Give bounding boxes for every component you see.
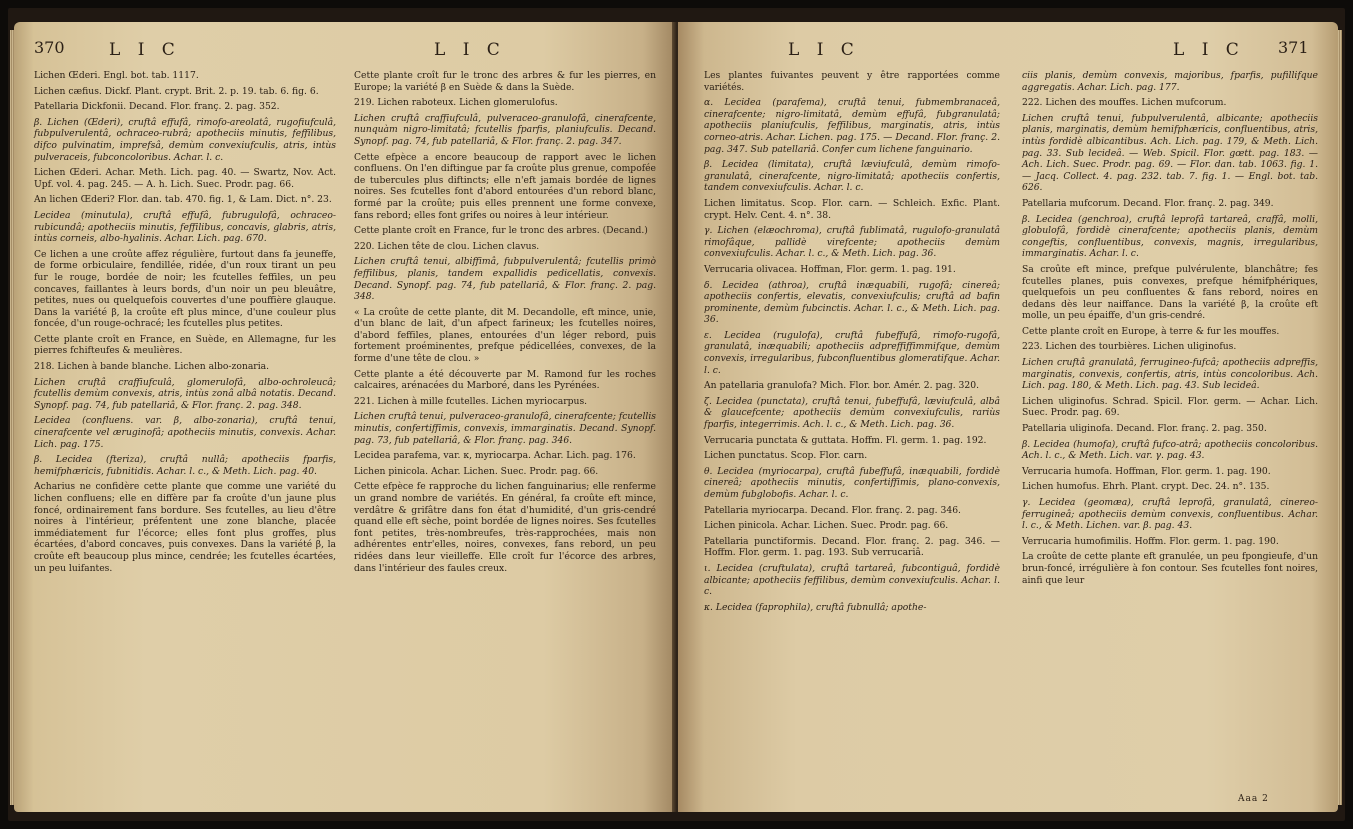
right-page-number: 371: [1278, 38, 1309, 57]
text-paragraph: Patellaria punctiformis. Decand. Flor. franç. 2. pag. 346. — Hoffm. Flor. germ. 1. pag. 193. Sub verrucariâ.: [704, 535, 1000, 559]
text-paragraph: Acharius ne confidère cette plante que comme une variété du lichen confluens; elle en diffère par fa croûte d'un jaune plus foncé, ordinairement fans bordure. Ses fcutelles, au lieu d'être noires à l'intérieur, préfentent une zone blanche, placée immédiatement fur l'écorce; elles font plus groffes, plus écartées, d'abord concaves, puis convexes. Dans la variété β, la croûte eft beaucoup plus mince, cendrée; les fcutelles écartées, un peu luifantes.: [34, 481, 336, 574]
text-paragraph: Lichen cruftâ tenui, pulveraceo-granulofâ, cinerafcente; fcutellis minutis, confertiffimis, convexis, immarginatis. Decand. Synopf. pag. 73, fub patellariâ, & Flor. franç. pag. 346.: [354, 411, 656, 446]
text-paragraph: Lichen punctatus. Scop. Flor. carn.: [704, 450, 868, 462]
text-paragraph: ciis planis, demùm convexis, majoribus, fparfis, pufillifque aggregatis. Achar. Lich. pag. 177.: [1022, 70, 1318, 93]
right-page-running-head: L I C: [788, 40, 860, 60]
text-paragraph: Lichen cruftâ craffiufculâ, glomerulofâ, albo-ochroleucâ; fcutellis demùm convexis, atris, intùs zonâ albâ notatis. Decand. Synopf. pag. 74, fub patellariâ, & Flor. franç. 2. pag. 348.: [34, 376, 336, 411]
text-paragraph: Ce lichen a une croûte affez régulière, furtout dans fa jeuneffe, de forme orbiculaire, fendillée, ridée, d'un roux tirant un peu fur le rouge, bordée de noir; les fcutelles feffiles, un peu concaves, faillantes à leurs bords, d'un noir un peu bleuâtre, petites, nues ou quelquefois couvertes d'une pouffière glauque. Dans la variété β, la croûte eft plus mince, d'une couleur plus foncée, d'un rouge-ochracé; les fcutelles plus petites.: [34, 248, 336, 330]
text-paragraph: Lichen uliginofus. Schrad. Spicil. Flor. germ. — Achar. Lich. Suec. Prodr. pag. 69.: [1022, 395, 1318, 419]
text-paragraph: Lichen pinicola. Achar. Lichen. Suec. Prodr. pag. 66.: [354, 465, 599, 477]
text-paragraph: β. Lichen (Œderi), cruftâ effufâ, rimofo-areolatâ, rugofiufculâ, fubpulverulentâ, ochraceo-rubrâ; apotheciis minutis, feffilibus, difco pulvinatim, imprefsâ, demùm convexiufculis, atris, intùs pulveraceis, fubconcoloribus. Achar. l. c.: [34, 116, 336, 163]
right-page-running-head-col2: L I C: [1173, 40, 1245, 60]
text-paragraph: Cette efpèce fe rapproche du lichen fanguinarius; elle renferme un grand nombre de variétés. En général, fa croûte eft mince, verdâtre & grifâtre dans fon état d'humidité, d'un gris-cendré quand elle eft sèche, point bordée de lignes noires. Ses fcutelles font petites, très-nombreufes, très-rapprochées, mais non adhérentes entr'elles, noires, convexes, fans rebord, un peu ridées dans leur vieilleffe. Elle croît fur l'écorce des arbres, dans l'intérieur des faules creux.: [354, 481, 656, 574]
text-paragraph: ε. Lecidea (rugulofa), cruftâ fubeffufâ, rimofo-rugofâ, granulatâ, inæquabili; apotheciis adpreffiffimmifque, demùm convexis, irregularibus, fubconfluentibus glomeratifque. Achar. l. c.: [704, 329, 1000, 376]
text-paragraph: Verrucaria punctata & guttata. Hoffm. Fl. germ. 1. pag. 192.: [704, 434, 987, 446]
text-paragraph: Lichen Œderi. Achar. Meth. Lich. pag. 40. — Swartz, Nov. Act. Upf. vol. 4. pag. 245. — A. h. Lich. Suec. Prodr. pag. 66.: [34, 167, 336, 190]
text-paragraph: β. Lecidea (fteriza), cruftâ nullâ; apotheciis fparfis, hemifphæricis, fubnitidis. Achar. l. c., & Meth. Lich. pag. 40.: [34, 454, 336, 477]
text-paragraph: La croûte de cette plante eft granulée, un peu fpongieufe, d'un brun-foncé, irrégulière à fon contour. Ses fcutelles font noires, ainfi que leur: [1022, 551, 1318, 586]
text-paragraph: Cette plante croît en Europe, à terre & fur les mouffes.: [1022, 325, 1280, 337]
text-paragraph: γ. Lichen (elæochroma), cruftâ fublimatâ, rugulofo-granulatâ rimofâque, pallidè virefcente; apotheciis demùm convexiufculis. Achar. l. c., & Meth. Lich. pag. 36.: [704, 225, 1000, 260]
text-paragraph: An patellaria granulofa? Mich. Flor. bor. Amér. 2. pag. 320.: [704, 380, 980, 392]
text-paragraph: Les plantes fuivantes peuvent y être rapportées comme variétés.: [704, 70, 1000, 93]
text-paragraph: Cette plante a été découverte par M. Ramond fur les roches calcaires, arénacées du Marboré, dans les Pyrénées.: [354, 368, 656, 392]
left-page-column-2: [354, 70, 656, 578]
text-paragraph: β. Lecidea (humofa), cruftâ fufco-atrâ; apotheciis concoloribus. Ach. l. c., & Meth. Lich. var. γ. pag. 43.: [1022, 438, 1318, 462]
text-paragraph: « La croûte de cette plante, dit M. Decandolle, eft mince, unie, d'un blanc de lait, d'un afpect farineux; les fcutelles noires, d'abord feffiles, planes, entourées d'un léger rebord, puis fortement proéminentes, prefque pédicellées, convexes, de la forme d'une tête de clou. »: [354, 306, 656, 365]
text-paragraph: Lecidea (minutula), cruftâ effufâ, fubrugulofâ, ochraceo-rubicundâ; apotheciis minutis, feffilibus, concavis, glabris, atris, intùs corneis, albo-hyalinis. Achar. Lich. pag. 670.: [34, 209, 336, 245]
text-paragraph: α. Lecidea (parafema), cruftâ tenui, fubmembranaceâ, cinerafcente; nigro-limitatâ, demùm effufâ, fubgranulatâ; apotheciis planiufculis, feffilibus, marginatis, atris, intùs corneo-atris. Achar. Lichen. pag. 175. — Decand. Flor. franç. 2. pag. 347. Sub patellariâ. Confer cum lichene fanguinario.: [704, 97, 1000, 155]
signature-mark: Aaa 2: [1238, 794, 1269, 804]
text-paragraph: Lichen cæfius. Dickf. Plant. crypt. Brit. 2. p. 19. tab. 6. fig. 6.: [34, 85, 319, 97]
text-paragraph: κ. Lecidea (faprophila), cruftâ fubnullâ; apothe-: [704, 601, 927, 613]
text-paragraph: Lichen pinicola. Achar. Lichen. Suec. Prodr. pag. 66.: [704, 520, 949, 532]
text-paragraph: ζ. Lecidea (punctata), cruftâ tenui, fubeffufâ, læviufculâ, albâ & glaucefcente; apotheciis demùm convexiufculis, rariùs fparfis, integerrimis. Ach. l. c., & Meth. Lich. pag. 36.: [704, 395, 1000, 431]
text-paragraph: Patellaria myriocarpa. Decand. Flor. franç. 2. pag. 346.: [704, 504, 961, 516]
text-paragraph: θ. Lecidea (myriocarpa), cruftâ fubeffufâ, inæquabili, fordidè cinereâ; apotheciis minutis, confertiffimis, plano-convexis, demùm fubglobofis. Achar. l. c.: [704, 465, 1000, 500]
text-paragraph: Lichen humofus. Ehrh. Plant. crypt. Dec. 24. n°. 135.: [1022, 481, 1270, 493]
text-paragraph: Cette plante croît en France, fur le tronc des arbres. (Decand.): [354, 225, 648, 237]
left-page-number: 370: [34, 38, 65, 57]
left-page-running-head-col2: L I C: [434, 40, 506, 60]
text-paragraph: Lichen limitatus. Scop. Flor. carn. — Schleich. Exfic. Plant. crypt. Helv. Cent. 4. n°. 38.: [704, 197, 1000, 221]
entry-heading: 222. Lichen des mouffes. Lichen mufcorum.: [1022, 97, 1227, 109]
text-paragraph: Lichen cruftâ craffiufculâ, pulveraceo-granulofâ, cinerafcente, nunquàm nigro-limitatâ; fcutellis fparfis, planiufculis. Decand. Synopf. pag. 74, fub patellariâ, & Flor. franç. 2. pag. 347.: [354, 112, 656, 147]
entry-heading: 221. Lichen à mille fcutelles. Lichen myriocarpus.: [354, 395, 588, 407]
entry-heading: 218. Lichen à bande blanche. Lichen albo-zonaria.: [34, 361, 270, 373]
text-paragraph: Lichen Œderi. Engl. bot. tab. 1117.: [34, 70, 199, 81]
text-paragraph: Patellaria uliginofa. Decand. Flor. franç. 2. pag. 350.: [1022, 423, 1267, 435]
text-paragraph: Cette plante croît fur le tronc des arbres & fur les pierres, en Europe; la variété β en Suède & dans la Suède.: [354, 70, 656, 93]
right-page-column-2: [1022, 70, 1318, 590]
text-paragraph: Patellaria mufcorum. Decand. Flor. franç. 2. pag. 349.: [1022, 197, 1274, 209]
text-paragraph: Verrucaria olivacea. Hoffman, Flor. germ. 1. pag. 191.: [704, 263, 956, 275]
text-paragraph: Lichen cruftâ tenui, fubpulverulentâ, albicante; apotheciis planis, marginatis, demùm hemifphæricis, confluentibus, atris, intùs fordidè albicantibus. Ach. Lich. pag. 179, & Meth. Lich. pag. 33. Sub lecideâ. — Web. Spicil. Flor. gœtt. pag. 183. — Ach. Lich. Suec. Prodr. pag. 69. — Flor. dan. tab. 1063. fig. 1. — Jacq. Collect. 4. pag. 232. tab. 7. fig. 1. — Engl. bot. tab. 626.: [1022, 112, 1318, 194]
text-paragraph: Cette efpèce a encore beaucoup de rapport avec le lichen confluens. On l'en diftingue par fa croûte plus grenue, compofée de tubercules plus diftincts; elle n'eft jamais bordée de lignes noires. Ses fcutelles font d'abord entourées d'un rebord blanc, formé par la croûte; puis elles prennent une forme convexe, fans rebord; elles font grifes ou noires à leur intérieur.: [354, 151, 656, 221]
text-paragraph: ι. Lecidea (cruftulata), cruftâ tartareâ, fubcontiguâ, fordidè albicante; apotheciis feffilibus, demùm convexiufculis. Achar. l. c.: [704, 562, 1000, 598]
text-paragraph: Verrucaria humofimilis. Hoffm. Flor. germ. 1. pag. 190.: [1022, 535, 1279, 547]
text-paragraph: Lecidea (confluens. var. β, albo-zonaria), cruftâ tenui, cinerafcente vel æruginofâ; apotheciis minutis, convexis. Achar. Lich. pag. 175.: [34, 415, 336, 450]
text-paragraph: Patellaria Dickfonii. Decand. Flor. franç. 2. pag. 352.: [34, 101, 280, 113]
text-paragraph: Sa croûte eft mince, prefque pulvérulente, blanchâtre; fes fcutelles planes, puis convexes, prefque hémifphériques, quelquefois un peu confluentes & fans rebord, noires en dedans dès leur naiffance. Dans la variété β, la croûte eft molle, un peu épaiffe, d'un gris-cendré.: [1022, 263, 1318, 322]
text-paragraph: An lichen Œderi? Flor. dan. tab. 470. fig. 1, & Lam. Dict. n°. 23.: [34, 194, 332, 206]
right-page-column-1: [704, 70, 1000, 617]
text-paragraph: Lichen cruftâ granulatâ, ferrugineo-fufcâ; apotheciis adpreffis, marginatis, convexis, confertis, atris, intùs concoloribus. Ach. Lich. pag. 180, & Meth. Lich. pag. 43. Sub lecideâ.: [1022, 357, 1318, 392]
text-paragraph: Lecidea parafema, var. κ, myriocarpa. Achar. Lich. pag. 176.: [354, 450, 636, 462]
text-paragraph: δ. Lecidea (athroa), cruftâ inæquabili, rugofâ; cinereâ; apotheciis confertis, elevatis, convexiufculis; cruftâ ad bafin prominente, demùm fubcinctis. Achar. l. c., & Meth. Lich. pag. 36.: [704, 279, 1000, 326]
left-page-column-1: [34, 70, 336, 578]
entry-heading: 219. Lichen raboteux. Lichen glomerulofus.: [354, 97, 558, 109]
left-page: [14, 22, 676, 812]
text-paragraph: Lichen cruftâ tenui, albiffimâ, fubpulverulentâ; fcutellis primò feffilibus, planis, tandem expallidis pedicellatis, convexis. Decand. Synopf. pag. 74, fub patellariâ, & Flor. franç. 2. pag. 348.: [354, 256, 656, 303]
left-page-running-head: L I C: [109, 40, 181, 60]
text-paragraph: Verrucaria humofa. Hoffman, Flor. germ. 1. pag. 190.: [1022, 465, 1271, 477]
right-page: [678, 22, 1338, 812]
entry-heading: 220. Lichen tête de clou. Lichen clavus.: [354, 240, 540, 252]
text-paragraph: β. Lecidea (limitata), cruftâ læviufculâ, demùm rimofo-granulatâ, cinerafcente, nigro-limitatâ; apotheciis confertis, tandem convexiufculis. Achar. l. c.: [704, 159, 1000, 194]
text-paragraph: β. Lecidea (genchroa), cruftâ leprofâ tartareâ, craffâ, molli, globulofâ, fordidè cinerafcente; apotheciis planis, demùm congeftis, confluentibus, convexis, magnis, irregularibus, immarginatis. Achar. l. c.: [1022, 213, 1318, 260]
text-paragraph: γ. Lecidea (geomæa), cruftâ leprofâ, granulatâ, cinereo-ferrugineâ; apotheciis demùm convexis, confluentibus. Achar. l. c., & Meth. Lichen. var. β. pag. 43.: [1022, 497, 1318, 532]
entry-heading: 223. Lichen des tourbières. Lichen uliginofus.: [1022, 341, 1237, 353]
text-paragraph: Cette plante croît en France, en Suède, en Allemagne, fur les pierres fchifteufes & meulières.: [34, 333, 336, 357]
